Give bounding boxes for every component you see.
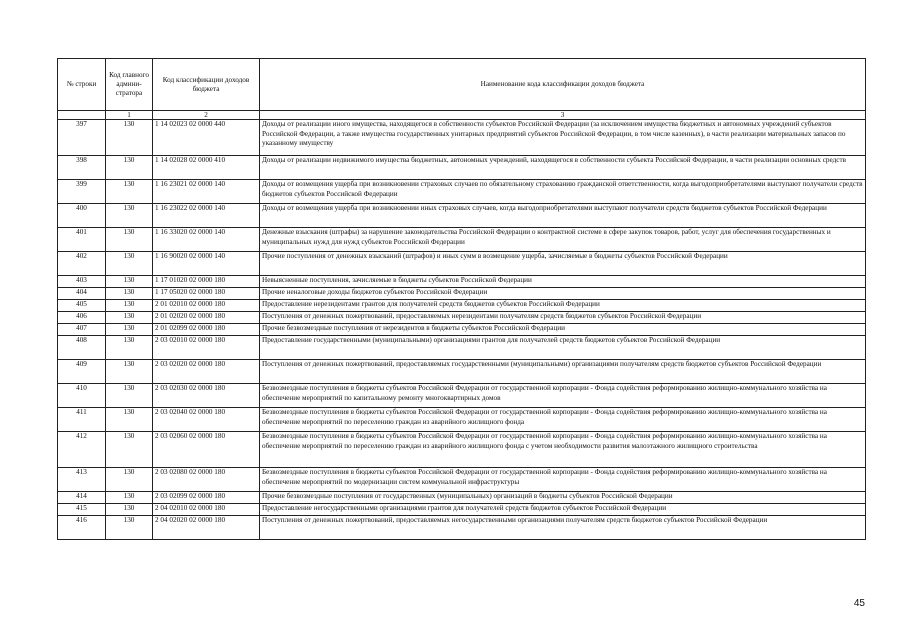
row-code-name: Безвозмездные поступления в бюджеты субъектов Российской Федерации от государственной корпорации - Фонда содействия реформированию жилищно-коммунального хозяйства на обеспечение мероприятий по модернизации систем коммунальной инфраструктуры — [260, 468, 866, 492]
row-number: 414 — [58, 492, 106, 504]
row-number: 405 — [58, 300, 106, 312]
row-classification-code: 2 03 02040 02 0000 180 — [153, 408, 260, 432]
budget-income-table — [57, 58, 866, 540]
row-classification-code: 2 03 02020 02 0000 180 — [153, 360, 260, 384]
row-admin-code: 130 — [106, 408, 153, 432]
table-row — [58, 360, 866, 384]
row-admin-code: 130 — [106, 276, 153, 288]
row-number: 404 — [58, 288, 106, 300]
row-code-name: Прочие поступления от денежных взысканий (штрафов) и иных сумм в возмещение ущерба, зачисляемые в бюджеты субъектов Российской Федерации — [260, 252, 866, 276]
row-code-name: Предоставление негосударственными организациями грантов для получателей средств бюджетов субъектов Российской Федерации — [260, 504, 866, 516]
row-code-name: Доходы от возмещения ущерба при возникновении страховых случаев по обязательному страхованию гражданской ответственности, когда выгодоприобретателями выступают получатели средств бюджетов субъектов Российской Федерации — [260, 180, 866, 204]
row-number: 409 — [58, 360, 106, 384]
table-row — [58, 324, 866, 336]
table-row — [58, 180, 866, 204]
row-number: 403 — [58, 276, 106, 288]
column-index-row — [58, 111, 866, 120]
row-number: 406 — [58, 312, 106, 324]
row-classification-code: 1 16 23022 02 0000 140 — [153, 204, 260, 228]
row-code-name: Предоставление нерезидентами грантов для получателей средств бюджетов субъектов Российской Федерации — [260, 300, 866, 312]
index-blank — [58, 111, 106, 120]
index-code: 2 — [153, 111, 260, 120]
row-admin-code: 130 — [106, 504, 153, 516]
row-admin-code: 130 — [106, 180, 153, 204]
table-row — [58, 228, 866, 252]
row-code-name: Поступления от денежных пожертвований, предоставляемых государственными (муниципальными) организациями получателям средств бюджетов субъектов Российской Федерации — [260, 360, 866, 384]
row-code-name: Прочие безвозмездные поступления от государственных (муниципальных) организаций в бюджеты субъектов Российской Федерации — [260, 492, 866, 504]
header-row-number: № строки — [58, 59, 106, 111]
row-number: 412 — [58, 432, 106, 468]
table-row — [58, 276, 866, 288]
row-admin-code: 130 — [106, 384, 153, 408]
row-number: 413 — [58, 468, 106, 492]
row-classification-code: 1 16 33020 02 0000 140 — [153, 228, 260, 252]
table-row — [58, 156, 866, 180]
row-code-name: Денежные взыскания (штрафы) за нарушение законодательства Российской Федерации о контрактной системе в сфере закупок товаров, работ, услуг для обеспечения государственных и муниципальных нужд для нужд субъектов Российской Федерации — [260, 228, 866, 252]
table-row — [58, 504, 866, 516]
row-classification-code: 1 17 01020 02 0000 180 — [153, 276, 260, 288]
row-classification-code: 1 14 02023 02 0000 440 — [153, 120, 260, 156]
table-row — [58, 312, 866, 324]
row-classification-code: 1 16 23021 02 0000 140 — [153, 180, 260, 204]
row-admin-code: 130 — [106, 204, 153, 228]
table-row — [58, 384, 866, 408]
row-classification-code: 2 03 02099 02 0000 180 — [153, 492, 260, 504]
row-number: 408 — [58, 336, 106, 360]
row-classification-code: 2 01 02010 02 0000 180 — [153, 300, 260, 312]
row-number: 416 — [58, 516, 106, 540]
row-number: 411 — [58, 408, 106, 432]
row-classification-code: 1 14 02028 02 0000 410 — [153, 156, 260, 180]
row-classification-code: 1 16 90020 02 0000 140 — [153, 252, 260, 276]
row-admin-code: 130 — [106, 324, 153, 336]
row-classification-code: 2 03 02010 02 0000 180 — [153, 336, 260, 360]
row-admin-code: 130 — [106, 120, 153, 156]
table-row — [58, 300, 866, 312]
header-admin-code: Код главного админи-стратора — [106, 59, 153, 111]
row-admin-code: 130 — [106, 492, 153, 504]
row-admin-code: 130 — [106, 360, 153, 384]
row-code-name: Безвозмездные поступления в бюджеты субъектов Российской Федерации от государственной корпорации - Фонда содействия реформированию жилищно-коммунального хозяйства на обеспечение мероприятий по капитальному ремонту многоквартирных домов — [260, 384, 866, 408]
table-row — [58, 468, 866, 492]
row-classification-code: 2 04 02020 02 0000 180 — [153, 516, 260, 540]
row-number: 415 — [58, 504, 106, 516]
row-code-name: Безвозмездные поступления в бюджеты субъектов Российской Федерации от государственной корпорации - Фонда содействия реформированию жилищно-коммунального хозяйства на обеспечение мероприятий по переселению граждан из аварийного жилищного фонда — [260, 408, 866, 432]
row-code-name: Прочие безвозмездные поступления от нерезидентов в бюджеты субъектов Российской Федерации — [260, 324, 866, 336]
table-row — [58, 492, 866, 504]
table-row — [58, 336, 866, 360]
header-code-name: Наименование кода классификации доходов бюджета — [260, 59, 866, 111]
row-admin-code: 130 — [106, 336, 153, 360]
table-body — [58, 120, 866, 540]
row-classification-code: 2 01 02020 02 0000 180 — [153, 312, 260, 324]
row-admin-code: 130 — [106, 156, 153, 180]
row-admin-code: 130 — [106, 288, 153, 300]
row-code-name: Невыясненные поступления, зачисляемые в бюджеты субъектов Российской Федерации — [260, 276, 866, 288]
row-number: 407 — [58, 324, 106, 336]
table-row — [58, 408, 866, 432]
row-code-name: Доходы от возмещения ущерба при возникновении иных страховых случаев, когда выгодоприобретателями выступают получатели средств бюджетов субъектов Российской Федерации — [260, 204, 866, 228]
page-number: 45 — [853, 598, 865, 609]
row-admin-code: 130 — [106, 468, 153, 492]
row-number: 410 — [58, 384, 106, 408]
row-admin-code: 130 — [106, 516, 153, 540]
row-code-name: Поступления от денежных пожертвований, предоставляемых нерезидентами получателям средств бюджетов субъектов Российской Федерации — [260, 312, 866, 324]
row-number: 402 — [58, 252, 106, 276]
row-code-name: Доходы от реализации иного имущества, находящегося в собственности субъектов Российской Федерации (за исключением имущества бюджетных и автономных учреждений субъектов Российской Федерации, а также имущества государственных унитарных предприятий субъектов Российской Федерации, в том числе казенных), в части реализации материальных запасов по указанному имуществу — [260, 120, 866, 156]
row-code-name: Доходы от реализации недвижимого имущества бюджетных, автономных учреждений, находящегося в собственности субъекта Российской Федерации, в части реализации основных средств — [260, 156, 866, 180]
table-row — [58, 252, 866, 276]
row-number: 398 — [58, 156, 106, 180]
index-admin: 1 — [106, 111, 153, 120]
header-classification-code: Код классификации доходов бюджета — [153, 59, 260, 111]
index-name: 3 — [260, 111, 866, 120]
row-code-name: Безвозмездные поступления в бюджеты субъектов Российской Федерации от государственной корпорации - Фонда содействия реформированию жилищно-коммунального хозяйства на обеспечение мероприятий по переселению граждан из аварийного жилищного фонда с учетом необходимости развития малоэтажного жилищного строительства — [260, 432, 866, 468]
row-number: 399 — [58, 180, 106, 204]
row-number: 397 — [58, 120, 106, 156]
row-admin-code: 130 — [106, 252, 153, 276]
table-row — [58, 432, 866, 468]
table-row — [58, 120, 866, 156]
row-classification-code: 2 04 02010 02 0000 180 — [153, 504, 260, 516]
table-row — [58, 516, 866, 540]
row-classification-code: 1 17 05020 02 0000 180 — [153, 288, 260, 300]
row-classification-code: 2 01 02099 02 0000 180 — [153, 324, 260, 336]
table-row — [58, 288, 866, 300]
row-admin-code: 130 — [106, 228, 153, 252]
row-code-name: Прочие неналоговые доходы бюджетов субъектов Российской Федерации — [260, 288, 866, 300]
row-number: 400 — [58, 204, 106, 228]
row-admin-code: 130 — [106, 300, 153, 312]
table-row — [58, 204, 866, 228]
row-classification-code: 2 03 02080 02 0000 180 — [153, 468, 260, 492]
row-admin-code: 130 — [106, 432, 153, 468]
row-admin-code: 130 — [106, 312, 153, 324]
row-classification-code: 2 03 02060 02 0000 180 — [153, 432, 260, 468]
row-classification-code: 2 03 02030 02 0000 180 — [153, 384, 260, 408]
row-code-name: Предоставление государственными (муниципальными) организациями грантов для получателей средств бюджетов субъектов Российской Федерации — [260, 336, 866, 360]
row-code-name: Поступления от денежных пожертвований, предоставляемых негосударственными организациями получателям средств бюджетов субъектов Российской Федерации — [260, 516, 866, 540]
row-number: 401 — [58, 228, 106, 252]
table-header-row — [58, 59, 866, 111]
